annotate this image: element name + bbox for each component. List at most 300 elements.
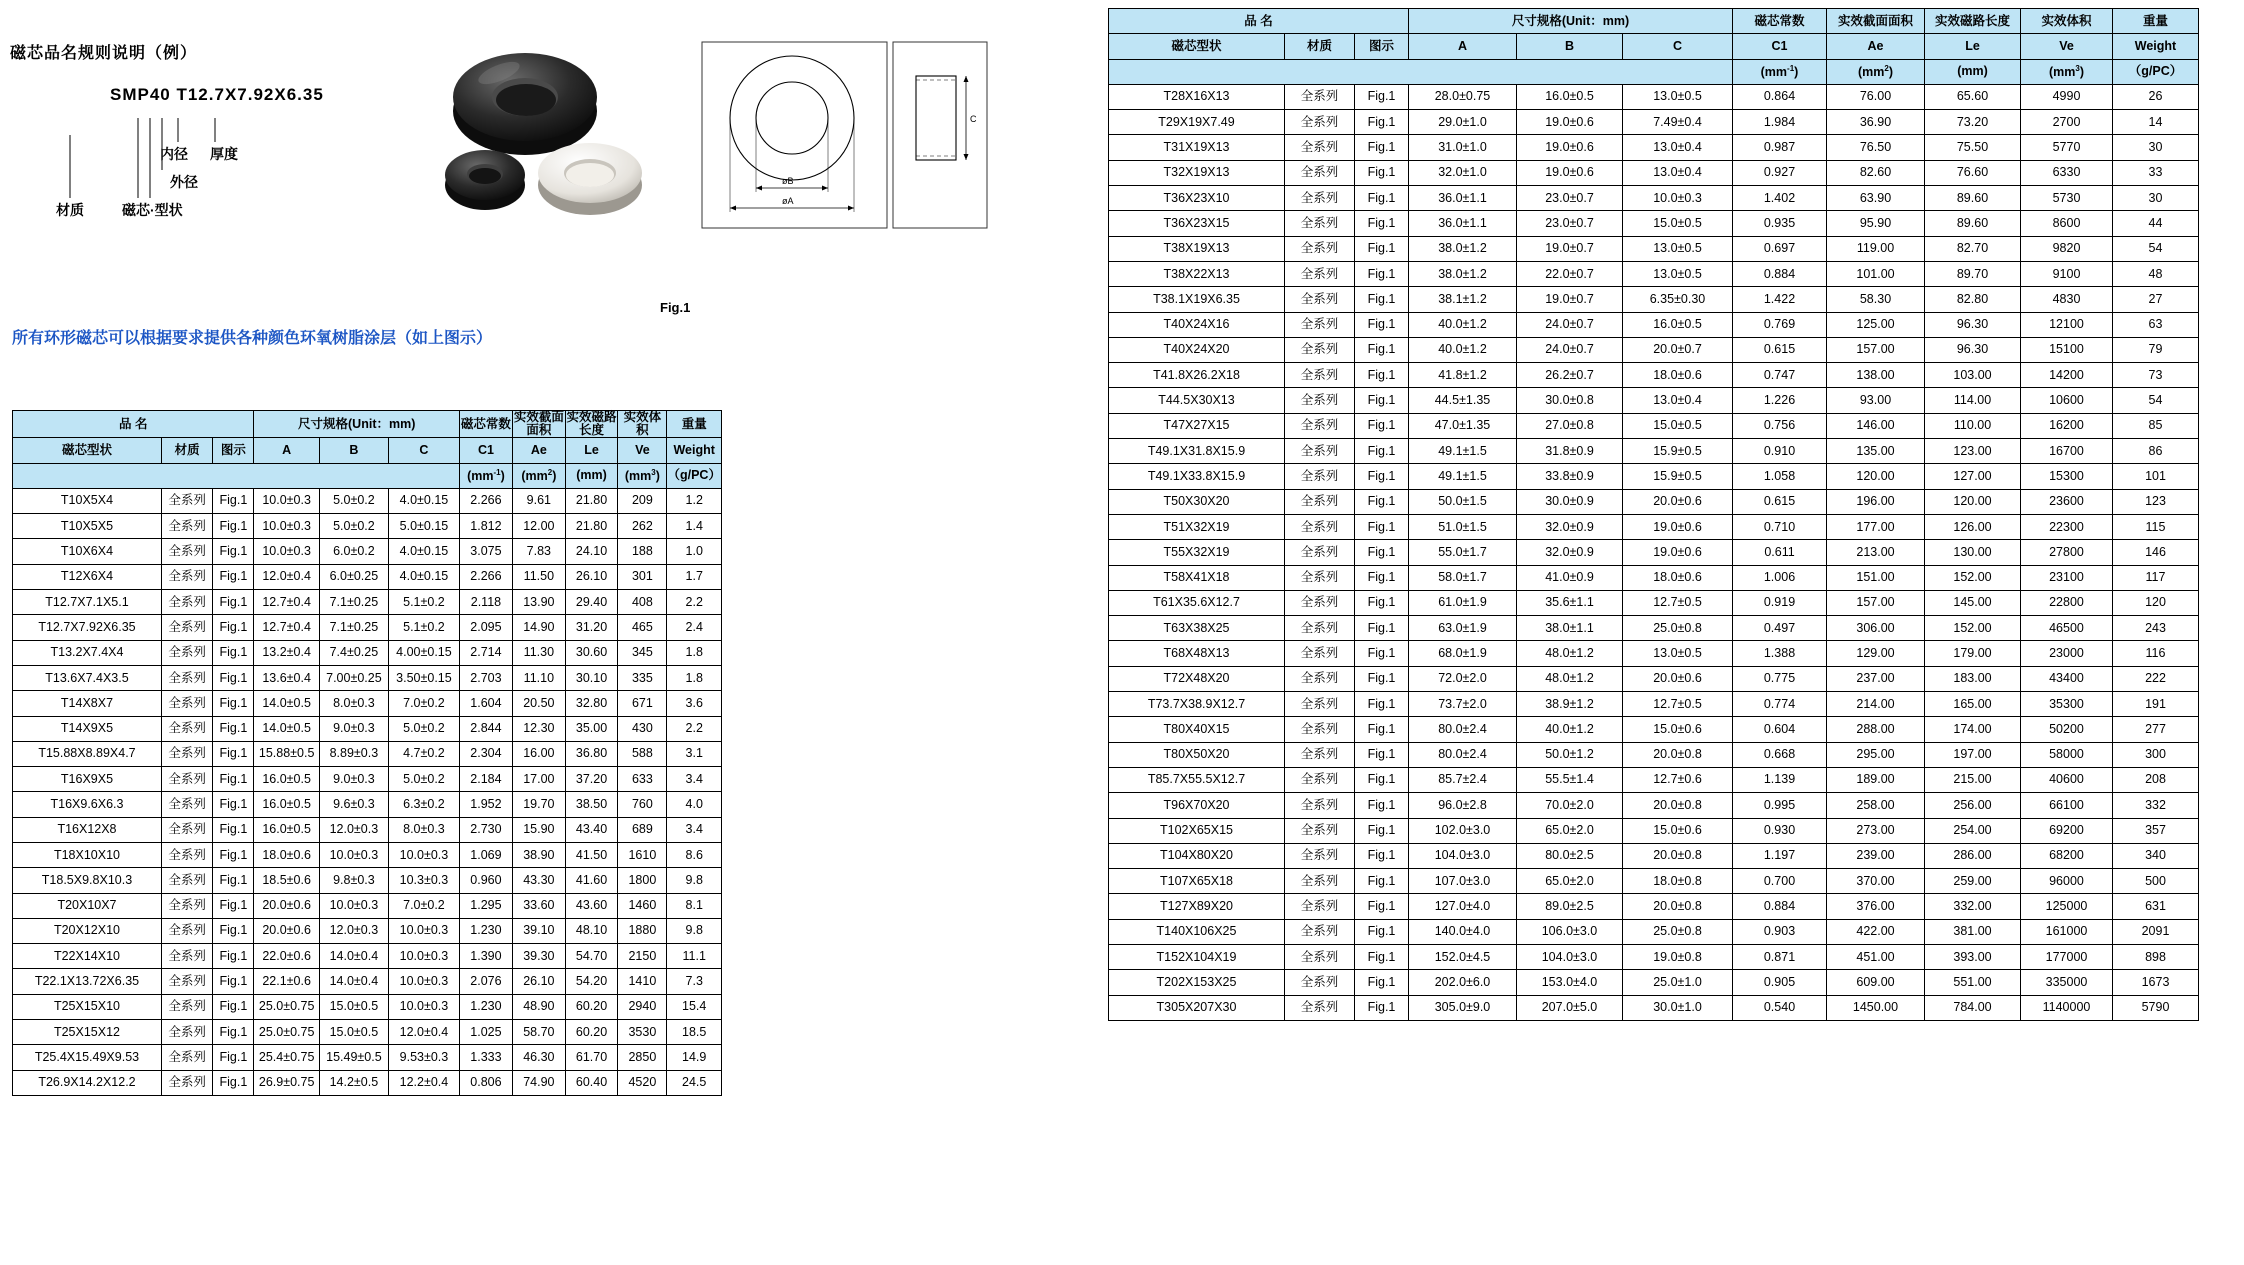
table-cell: 38.0±1.2: [1409, 261, 1517, 286]
table-cell: 25.0±1.0: [1623, 970, 1733, 995]
table-cell: Fig.1: [213, 640, 254, 665]
table-cell: 256.00: [1925, 793, 2021, 818]
table-cell: 0.935: [1733, 211, 1827, 236]
th-weight-unit: （g/PC）: [2113, 59, 2199, 84]
table-cell: 0.806: [459, 1070, 512, 1095]
table-cell: 36.90: [1827, 110, 1925, 135]
table-cell: 408: [618, 590, 667, 615]
table-cell: Fig.1: [1355, 287, 1409, 312]
table-cell: 0.864: [1733, 84, 1827, 109]
table-cell: 4520: [618, 1070, 667, 1095]
table-cell: Fig.1: [213, 615, 254, 640]
table-cell: 26.2±0.7: [1517, 363, 1623, 388]
table-cell: 全系列: [1285, 261, 1355, 286]
cell-core-type: T32X19X13: [1109, 160, 1285, 185]
table-cell: 24.0±0.7: [1517, 312, 1623, 337]
th-ae-unit: $(mm^2)$: [512, 463, 565, 488]
table-cell: 119.00: [1827, 236, 1925, 261]
table-row: [1109, 312, 2199, 337]
cell-core-type: T38X19X13: [1109, 236, 1285, 261]
table-cell: 全系列: [1285, 110, 1355, 135]
table-cell: 35.00: [565, 716, 618, 741]
table-cell: 101: [2113, 464, 2199, 489]
cell-core-type: T72X48X20: [1109, 666, 1285, 691]
table-cell: 1.230: [459, 994, 512, 1019]
table-cell: 0.930: [1733, 818, 1827, 843]
table-cell: 全系列: [1285, 236, 1355, 261]
th-le-unit: (mm): [1925, 59, 2021, 84]
table-cell: 1.984: [1733, 110, 1827, 135]
table-cell: 22800: [2021, 590, 2113, 615]
table-cell: 0.987: [1733, 135, 1827, 160]
table-cell: 全系列: [1285, 692, 1355, 717]
table-cell: 0.905: [1733, 970, 1827, 995]
table-cell: 9.6±0.3: [319, 792, 388, 817]
table-cell: 2150: [618, 944, 667, 969]
table-cell: Fig.1: [213, 893, 254, 918]
table-cell: 全系列: [161, 767, 212, 792]
table-cell: 1450.00: [1827, 995, 1925, 1020]
table-cell: 95.90: [1827, 211, 1925, 236]
table-cell: 31.20: [565, 615, 618, 640]
table-cell: 16200: [2021, 413, 2113, 438]
table-cell: 0.995: [1733, 793, 1827, 818]
table-cell: 345: [618, 640, 667, 665]
table-cell: 376.00: [1827, 894, 1925, 919]
table-cell: 9.53±0.3: [388, 1045, 459, 1070]
th-ve-unit: $(mm^3)$: [618, 463, 667, 488]
table-cell: 65.0±2.0: [1517, 818, 1623, 843]
table-cell: 7.1±0.25: [319, 590, 388, 615]
cell-core-type: T18.5X9.8X10.3: [13, 868, 162, 893]
th-weight-group: 重量: [667, 411, 722, 438]
table-cell: 39.10: [512, 918, 565, 943]
cell-core-type: T16X9X5: [13, 767, 162, 792]
table-cell: 75.50: [1925, 135, 2021, 160]
table-cell: Fig.1: [1355, 616, 1409, 641]
table-cell: 784.00: [1925, 995, 2021, 1020]
cell-core-type: T13.2X7.4X4: [13, 640, 162, 665]
table-cell: 24.10: [565, 539, 618, 564]
spec-table-left: [12, 410, 722, 1096]
th-b: B: [319, 438, 388, 463]
naming-label-material: 材质: [56, 202, 84, 218]
table-cell: 146.00: [1827, 413, 1925, 438]
table-cell: 54: [2113, 236, 2199, 261]
table-cell: 32.80: [565, 691, 618, 716]
table-cell: 26: [2113, 84, 2199, 109]
table-cell: 117: [2113, 565, 2199, 590]
table-row: [1109, 261, 2199, 286]
table-cell: 179.00: [1925, 641, 2021, 666]
table-cell: 9100: [2021, 261, 2113, 286]
table-cell: 2.266: [459, 488, 512, 513]
cell-core-type: T38.1X19X6.35: [1109, 287, 1285, 312]
table-row: [13, 767, 722, 792]
cell-core-type: T85.7X55.5X12.7: [1109, 767, 1285, 792]
table-cell: 32.0±1.0: [1409, 160, 1517, 185]
table-cell: 4.0: [667, 792, 722, 817]
table-cell: 9820: [2021, 236, 2113, 261]
cell-core-type: T20X12X10: [13, 918, 162, 943]
table-cell: 16700: [2021, 439, 2113, 464]
table-cell: 13.0±0.5: [1623, 84, 1733, 109]
table-cell: 44.5±1.35: [1409, 388, 1517, 413]
table-cell: 50.0±1.2: [1517, 742, 1623, 767]
table-row: [13, 1020, 722, 1045]
table-cell: 41.50: [565, 843, 618, 868]
table-cell: 0.700: [1733, 869, 1827, 894]
table-cell: 14.0±0.4: [319, 969, 388, 994]
spec-table-right-body: [1109, 84, 2199, 1020]
table-cell: 1880: [618, 918, 667, 943]
table-row: [1109, 363, 2199, 388]
th-size: 尺寸规格(Unit：mm): [254, 411, 459, 438]
table-cell: 51.0±1.5: [1409, 514, 1517, 539]
table-cell: 44: [2113, 211, 2199, 236]
table-cell: 138.00: [1827, 363, 1925, 388]
table-cell: 157.00: [1827, 590, 1925, 615]
table-cell: 58000: [2021, 742, 2113, 767]
table-cell: 14.0±0.5: [254, 716, 319, 741]
table-cell: 12.7±0.5: [1623, 590, 1733, 615]
cell-core-type: T15.88X8.89X4.7: [13, 741, 162, 766]
cell-core-type: T47X27X15: [1109, 413, 1285, 438]
table-cell: Fig.1: [1355, 84, 1409, 109]
table-cell: 40.0±1.2: [1409, 312, 1517, 337]
table-cell: 8600: [2021, 211, 2113, 236]
table-cell: 16.0±0.5: [254, 817, 319, 842]
table-cell: 370.00: [1827, 869, 1925, 894]
th-weight: Weight: [667, 438, 722, 463]
table-cell: Fig.1: [1355, 919, 1409, 944]
table-row: [1109, 590, 2199, 615]
table-row: [13, 615, 722, 640]
table-cell: 全系列: [1285, 540, 1355, 565]
table-row: [1109, 186, 2199, 211]
table-cell: 全系列: [1285, 135, 1355, 160]
cell-core-type: T127X89X20: [1109, 894, 1285, 919]
table-cell: 7.00±0.25: [319, 665, 388, 690]
table-cell: 15.90: [512, 817, 565, 842]
table-row: [13, 918, 722, 943]
table-cell: 295.00: [1827, 742, 1925, 767]
cell-core-type: T28X16X13: [1109, 84, 1285, 109]
table-cell: 13.6±0.4: [254, 665, 319, 690]
table-cell: 20.0±0.6: [1623, 489, 1733, 514]
table-cell: 30: [2113, 135, 2199, 160]
table-cell: 89.60: [1925, 211, 2021, 236]
cell-core-type: T25.4X15.49X9.53: [13, 1045, 162, 1070]
table-cell: 50.0±1.5: [1409, 489, 1517, 514]
table-cell: 12.0±0.3: [319, 918, 388, 943]
table-cell: 1610: [618, 843, 667, 868]
table-cell: Fig.1: [1355, 439, 1409, 464]
cell-core-type: T29X19X7.49: [1109, 110, 1285, 135]
table-cell: 23000: [2021, 641, 2113, 666]
table-cell: Fig.1: [1355, 388, 1409, 413]
table-row: [1109, 135, 2199, 160]
table-cell: 1.388: [1733, 641, 1827, 666]
table-cell: 0.756: [1733, 413, 1827, 438]
table-row: [1109, 666, 2199, 691]
table-cell: 151.00: [1827, 565, 1925, 590]
table-cell: 7.0±0.2: [388, 893, 459, 918]
table-cell: 20.0±0.7: [1623, 337, 1733, 362]
table-cell: 5790: [2113, 995, 2199, 1020]
table-cell: 24.0±0.7: [1517, 337, 1623, 362]
cell-core-type: T36X23X10: [1109, 186, 1285, 211]
table-row: [1109, 919, 2199, 944]
table-cell: 47.0±1.35: [1409, 413, 1517, 438]
table-cell: 222: [2113, 666, 2199, 691]
table-cell: 41.8±1.2: [1409, 363, 1517, 388]
cell-core-type: T152X104X19: [1109, 944, 1285, 969]
table-cell: Fig.1: [1355, 641, 1409, 666]
table-cell: 19.0±0.6: [1623, 540, 1733, 565]
table-cell: 153.0±4.0: [1517, 970, 1623, 995]
table-cell: 65.0±2.0: [1517, 869, 1623, 894]
table-cell: 72.0±2.0: [1409, 666, 1517, 691]
table-cell: 26.10: [512, 969, 565, 994]
th-le: Le: [1925, 34, 2021, 59]
table-cell: 3.6: [667, 691, 722, 716]
table-cell: 760: [618, 792, 667, 817]
table-cell: 0.615: [1733, 337, 1827, 362]
table-row: [1109, 793, 2199, 818]
table-cell: Fig.1: [1355, 692, 1409, 717]
table-cell: 全系列: [161, 843, 212, 868]
table-cell: 全系列: [161, 539, 212, 564]
cell-core-type: T13.6X7.4X3.5: [13, 665, 162, 690]
cell-core-type: T50X30X20: [1109, 489, 1285, 514]
table-cell: Fig.1: [213, 564, 254, 589]
naming-label-outer-diameter: 外径: [170, 174, 198, 190]
table-cell: 1.4: [667, 514, 722, 539]
table-row: [13, 741, 722, 766]
table-cell: Fig.1: [1355, 843, 1409, 868]
cell-core-type: T22.1X13.72X6.35: [13, 969, 162, 994]
table-cell: 127.00: [1925, 464, 2021, 489]
table-cell: 12.0±0.4: [388, 1020, 459, 1045]
table-cell: Fig.1: [1355, 818, 1409, 843]
table-cell: 93.00: [1827, 388, 1925, 413]
cell-core-type: T61X35.6X12.7: [1109, 590, 1285, 615]
cell-core-type: T96X70X20: [1109, 793, 1285, 818]
table-cell: 5.0±0.2: [388, 767, 459, 792]
table-cell: 32.0±0.9: [1517, 540, 1623, 565]
table-cell: 1.604: [459, 691, 512, 716]
naming-rule-block: [10, 40, 340, 218]
cell-core-type: T68X48X13: [1109, 641, 1285, 666]
table-cell: 1460: [618, 893, 667, 918]
table-cell: 110.00: [1925, 413, 2021, 438]
table-cell: 213.00: [1827, 540, 1925, 565]
th-ve-group: 实效体积: [2021, 9, 2113, 34]
table-cell: 11.50: [512, 564, 565, 589]
table-cell: 全系列: [161, 918, 212, 943]
table-cell: 全系列: [1285, 995, 1355, 1020]
table-cell: 全系列: [1285, 590, 1355, 615]
table-cell: 2.2: [667, 590, 722, 615]
table-cell: 1410: [618, 969, 667, 994]
table-row: [13, 792, 722, 817]
cell-core-type: T140X106X25: [1109, 919, 1285, 944]
table-cell: 48.0±1.2: [1517, 666, 1623, 691]
table-cell: 58.30: [1827, 287, 1925, 312]
table-cell: 80.0±2.4: [1409, 717, 1517, 742]
table-row: [13, 1070, 722, 1095]
table-cell: 146: [2113, 540, 2199, 565]
table-cell: 0.540: [1733, 995, 1827, 1020]
table-cell: 1.2: [667, 488, 722, 513]
table-cell: 10.0±0.3: [388, 944, 459, 969]
table-cell: 全系列: [1285, 616, 1355, 641]
table-cell: 288.00: [1827, 717, 1925, 742]
table-cell: 29.40: [565, 590, 618, 615]
table-cell: 85: [2113, 413, 2199, 438]
table-cell: 25.0±0.8: [1623, 616, 1733, 641]
cell-core-type: T80X50X20: [1109, 742, 1285, 767]
table-cell: 89.60: [1925, 186, 2021, 211]
table-cell: Fig.1: [1355, 514, 1409, 539]
th-ae-unit: $(mm^2)$: [1827, 59, 1925, 84]
cell-core-type: T40X24X20: [1109, 337, 1285, 362]
table-row: [13, 640, 722, 665]
table-cell: 20.0±0.8: [1623, 742, 1733, 767]
table-row: [1109, 337, 2199, 362]
table-cell: 101.00: [1827, 261, 1925, 286]
th-c: C: [1623, 34, 1733, 59]
table-cell: 2.730: [459, 817, 512, 842]
table-cell: Fig.1: [1355, 110, 1409, 135]
table-cell: 20.0±0.8: [1623, 894, 1733, 919]
table-row: [1109, 211, 2199, 236]
table-cell: Fig.1: [213, 817, 254, 842]
table-cell: 38.1±1.2: [1409, 287, 1517, 312]
table-cell: 1.295: [459, 893, 512, 918]
table-cell: 14.2±0.5: [319, 1070, 388, 1095]
table-cell: 10600: [2021, 388, 2113, 413]
th-a: A: [254, 438, 319, 463]
table-row: [1109, 565, 2199, 590]
table-row: [13, 1045, 722, 1070]
table-cell: 8.6: [667, 843, 722, 868]
table-cell: 30.10: [565, 665, 618, 690]
table-cell: 全系列: [161, 615, 212, 640]
table-cell: Fig.1: [1355, 944, 1409, 969]
spec-table-left-wrapper: [12, 410, 722, 1096]
table-cell: 30.0±1.0: [1623, 995, 1733, 1020]
table-cell: 18.0±0.8: [1623, 869, 1733, 894]
table-row: [13, 691, 722, 716]
table-cell: 19.70: [512, 792, 565, 817]
cell-core-type: T22X14X10: [13, 944, 162, 969]
table-cell: 0.884: [1733, 894, 1827, 919]
cell-core-type: T40X24X16: [1109, 312, 1285, 337]
table-cell: 21.80: [565, 488, 618, 513]
table-cell: 9.0±0.3: [319, 716, 388, 741]
table-cell: 15300: [2021, 464, 2113, 489]
table-cell: 106.0±3.0: [1517, 919, 1623, 944]
table-cell: 80.0±2.5: [1517, 843, 1623, 868]
table-cell: Fig.1: [1355, 666, 1409, 691]
table-cell: 14.0±0.5: [254, 691, 319, 716]
table-cell: 5.0±0.2: [319, 514, 388, 539]
table-cell: 305.0±9.0: [1409, 995, 1517, 1020]
table-row: [1109, 869, 2199, 894]
table-cell: 689: [618, 817, 667, 842]
th-weight-unit: （g/PC）: [667, 463, 722, 488]
table-row: [1109, 464, 2199, 489]
table-cell: 全系列: [161, 716, 212, 741]
table-cell: Fig.1: [1355, 970, 1409, 995]
table-cell: 60.20: [565, 994, 618, 1019]
table-cell: Fig.1: [1355, 160, 1409, 185]
th-le-unit: (mm): [565, 463, 618, 488]
table-cell: 5.0±0.2: [388, 716, 459, 741]
table-cell: 65.60: [1925, 84, 2021, 109]
table-cell: 13.2±0.4: [254, 640, 319, 665]
table-cell: Fig.1: [213, 767, 254, 792]
table-cell: 2.304: [459, 741, 512, 766]
th-weight-group: 重量: [2113, 9, 2199, 34]
table-row: [13, 994, 722, 1019]
table-cell: 2.095: [459, 615, 512, 640]
table-row: [1109, 110, 2199, 135]
table-cell: 7.4±0.25: [319, 640, 388, 665]
table-cell: 63.90: [1827, 186, 1925, 211]
table-cell: 9.0±0.3: [319, 767, 388, 792]
table-cell: 1.226: [1733, 388, 1827, 413]
table-cell: 28.0±0.75: [1409, 84, 1517, 109]
cell-core-type: T12X6X4: [13, 564, 162, 589]
cell-core-type: T51X32X19: [1109, 514, 1285, 539]
table-cell: 全系列: [1285, 869, 1355, 894]
table-cell: 165.00: [1925, 692, 2021, 717]
table-cell: 全系列: [161, 488, 212, 513]
table-cell: Fig.1: [1355, 363, 1409, 388]
table-row: [1109, 944, 2199, 969]
table-cell: 13.0±0.4: [1623, 160, 1733, 185]
table-cell: 全系列: [1285, 413, 1355, 438]
table-cell: 0.769: [1733, 312, 1827, 337]
table-cell: 0.604: [1733, 717, 1827, 742]
table-cell: 23.0±0.7: [1517, 186, 1623, 211]
th-ae-group: 实效截面面积: [513, 410, 564, 438]
table-cell: 49.1±1.5: [1409, 439, 1517, 464]
table-cell: 123.00: [1925, 439, 2021, 464]
table-cell: 全系列: [1285, 666, 1355, 691]
table-cell: 50200: [2021, 717, 2113, 742]
table-cell: 48: [2113, 261, 2199, 286]
table-cell: 16.00: [512, 741, 565, 766]
table-cell: 13.0±0.4: [1623, 135, 1733, 160]
table-cell: 120.00: [1827, 464, 1925, 489]
table-cell: 10.0±0.3: [254, 488, 319, 513]
table-row: [1109, 236, 2199, 261]
table-cell: 40.0±1.2: [1517, 717, 1623, 742]
table-cell: 332: [2113, 793, 2199, 818]
table-cell: 7.83: [512, 539, 565, 564]
table-cell: 全系列: [161, 514, 212, 539]
table-cell: 4990: [2021, 84, 2113, 109]
table-cell: 76.60: [1925, 160, 2021, 185]
th-le-group: 实效磁路长度: [566, 410, 617, 438]
cell-core-type: T14X8X7: [13, 691, 162, 716]
cell-core-type: T80X40X15: [1109, 717, 1285, 742]
table-cell: 80.0±2.4: [1409, 742, 1517, 767]
